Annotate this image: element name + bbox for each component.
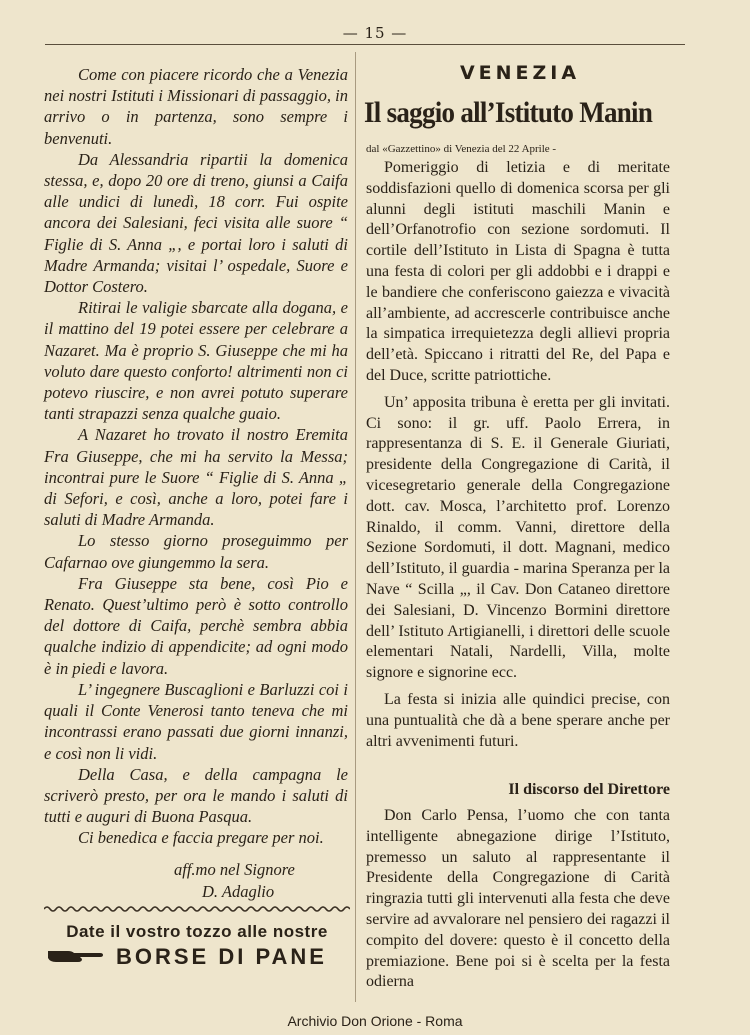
letter-paragraph: Da Alessandria ripartii la domenica stessa, e, dopo 20 ore di treno, giunsi a Caifa alle undici di lunedì, 18 corr. Fui ospite ancora dei Salesiani, feci visita alle suore “ Figlie di S. Anna „, e portai loro i saluti di Madre Armanda; visitai l’ ospedale, Suore e Dottor Costero. — [44, 149, 348, 297]
advert-line-1: Date il vostro tozzo alle nostre — [66, 922, 328, 941]
letter-paragraph: Come con piacere ricordo che a Venezia nei nostri Istituti i Missionari di passaggio, in arrivo o in partenza, sono sempre i benvenuti. — [44, 65, 348, 148]
wavy-divider — [44, 905, 350, 913]
article-body-continued — [366, 806, 670, 993]
city-header: VENEZIA — [459, 62, 581, 84]
article-paragraph: Pomeriggio di letizia e di meritate soddisfazioni quello di domenica scorsa per gli alunni degli istituti maschili Manin e dell’Orfanotrofio con sezione sordomuti. Il cortile dell’Istituto in Lista di Spagna è tutta una festa di colori per gli addobbi e i drappi e le bandiere che conferiscono gaiezza e vivacità all’ambiente, ad accrescerle contribuisce anche la simpatica irrequietezza degli allievi propria dell’età. Spiccano i ritratti del Re, del Papa e del Duce, scritte patriottiche. — [366, 159, 670, 384]
letter-signature: D. Adaglio — [202, 882, 275, 901]
advert-line-2 — [44, 942, 350, 972]
article-source: dal «Gazzettino» di Venezia del 22 Aprile - — [366, 143, 557, 155]
article-body — [366, 158, 670, 758]
archive-footer: Archivio Don Orione - Roma — [287, 1013, 463, 1029]
pointing-hand-icon — [46, 947, 104, 963]
letter-paragraph: Ritirai le valigie sbarcate alla dogana, e il mattino del 19 potei essere per celebrare a Nazaret. Ma è proprio S. Giuseppe che mi ha voluto dare questo conforto! altrimenti non ci potevo riuscire, e non avrei potuto superare tanti strapazzi senza qualche guaio. — [44, 298, 348, 424]
letter-paragraph: A Nazaret ho trovato il nostro Eremita Fra Giuseppe, che mi ha servito la Messa; incontrai pure le Suore “ Figlie di S. Anna „ di Sefori, e così, anche a loro, potei fare i saluti di Madre Armanda. — [44, 425, 348, 530]
letter-paragraph: Fra Giuseppe sta bene, così Pio e Renato. Quest’ultimo però è sotto controllo del dottore di Caifa, perchè sembra abbia qualche indizio di appendicite; ad ogni modo è in piedi e lavora. — [44, 573, 348, 678]
advert-bread-fund: BORSE DI PANE — [116, 944, 327, 969]
letter-column — [44, 64, 348, 849]
letter-paragraph: L’ ingegnere Buscaglioni e Barluzzi coi i quali il Conte Venerosi tanto teneva che mi incontrassi erano passati due giorni innanzi, e così non li vidi. — [44, 679, 348, 763]
article-paragraph: La festa si inizia alle quindici precise, con una puntualità che dà a bene sperare anche per altri avvenimenti futuri. — [366, 690, 670, 750]
column-divider — [355, 52, 356, 1002]
letter-paragraph: Ci benedica e faccia pregare per noi. — [78, 828, 324, 848]
page-number: — 15 — — [342, 24, 408, 42]
article-headline: Il saggio all’Istituto Manin — [364, 96, 653, 129]
letter-paragraph: Lo stesso giorno proseguimmo per Cafarnao ove giungemmo la sera. — [44, 531, 348, 572]
article-subheading: Il discorso del Direttore — [508, 781, 670, 798]
article-paragraph: Un’ apposita tribuna è eretta per gli invitati. Ci sono: il gr. uff. Paolo Errera, in rappresentanza di S. E. il Generale Giuriati, presidente della Congregazione di Carità, il vicesegretario generale della Congregazione dott. cav. Mosca, l’architetto prof. Lorenzo Rinaldo, il comm. Vanni, direttore della Sezione Sordomuti, il dott. Magnani, medico dell’Istituto, il guardia - marina Speranza per la Nave “ Scilla „, il Cav. Don Cataneo direttore dei Salesiani, D. Vincenzo Bormini direttore dell’ Istituto Artigianelli, i direttori delle scuole elementari Natali, Nardelli, Villa, molte signore e signorine ecc. — [366, 393, 670, 682]
top-rule — [45, 44, 685, 45]
article-paragraph: Don Carlo Pensa, l’uomo che con tanta intelligente abnegazione dirige l’Istituto, premesso un saluto al rappresentante il Presidente della Congregazione di Carità ringrazia tutti gli intervenuti alla festa che deve servire ad avvalorare nel pensiero dei ragazzi il compito del dovere: questo è il concetto della premiazione. Bene poi si è scelta per la festa odierna — [366, 807, 670, 991]
letter-closing: aff.mo nel Signore — [174, 860, 295, 879]
letter-signature-block — [174, 859, 295, 903]
letter-paragraph: Della Casa, e della campagna le scriverò presto, per ora le mando i saluti di tutti e auguri di Buona Pasqua. — [44, 764, 348, 827]
